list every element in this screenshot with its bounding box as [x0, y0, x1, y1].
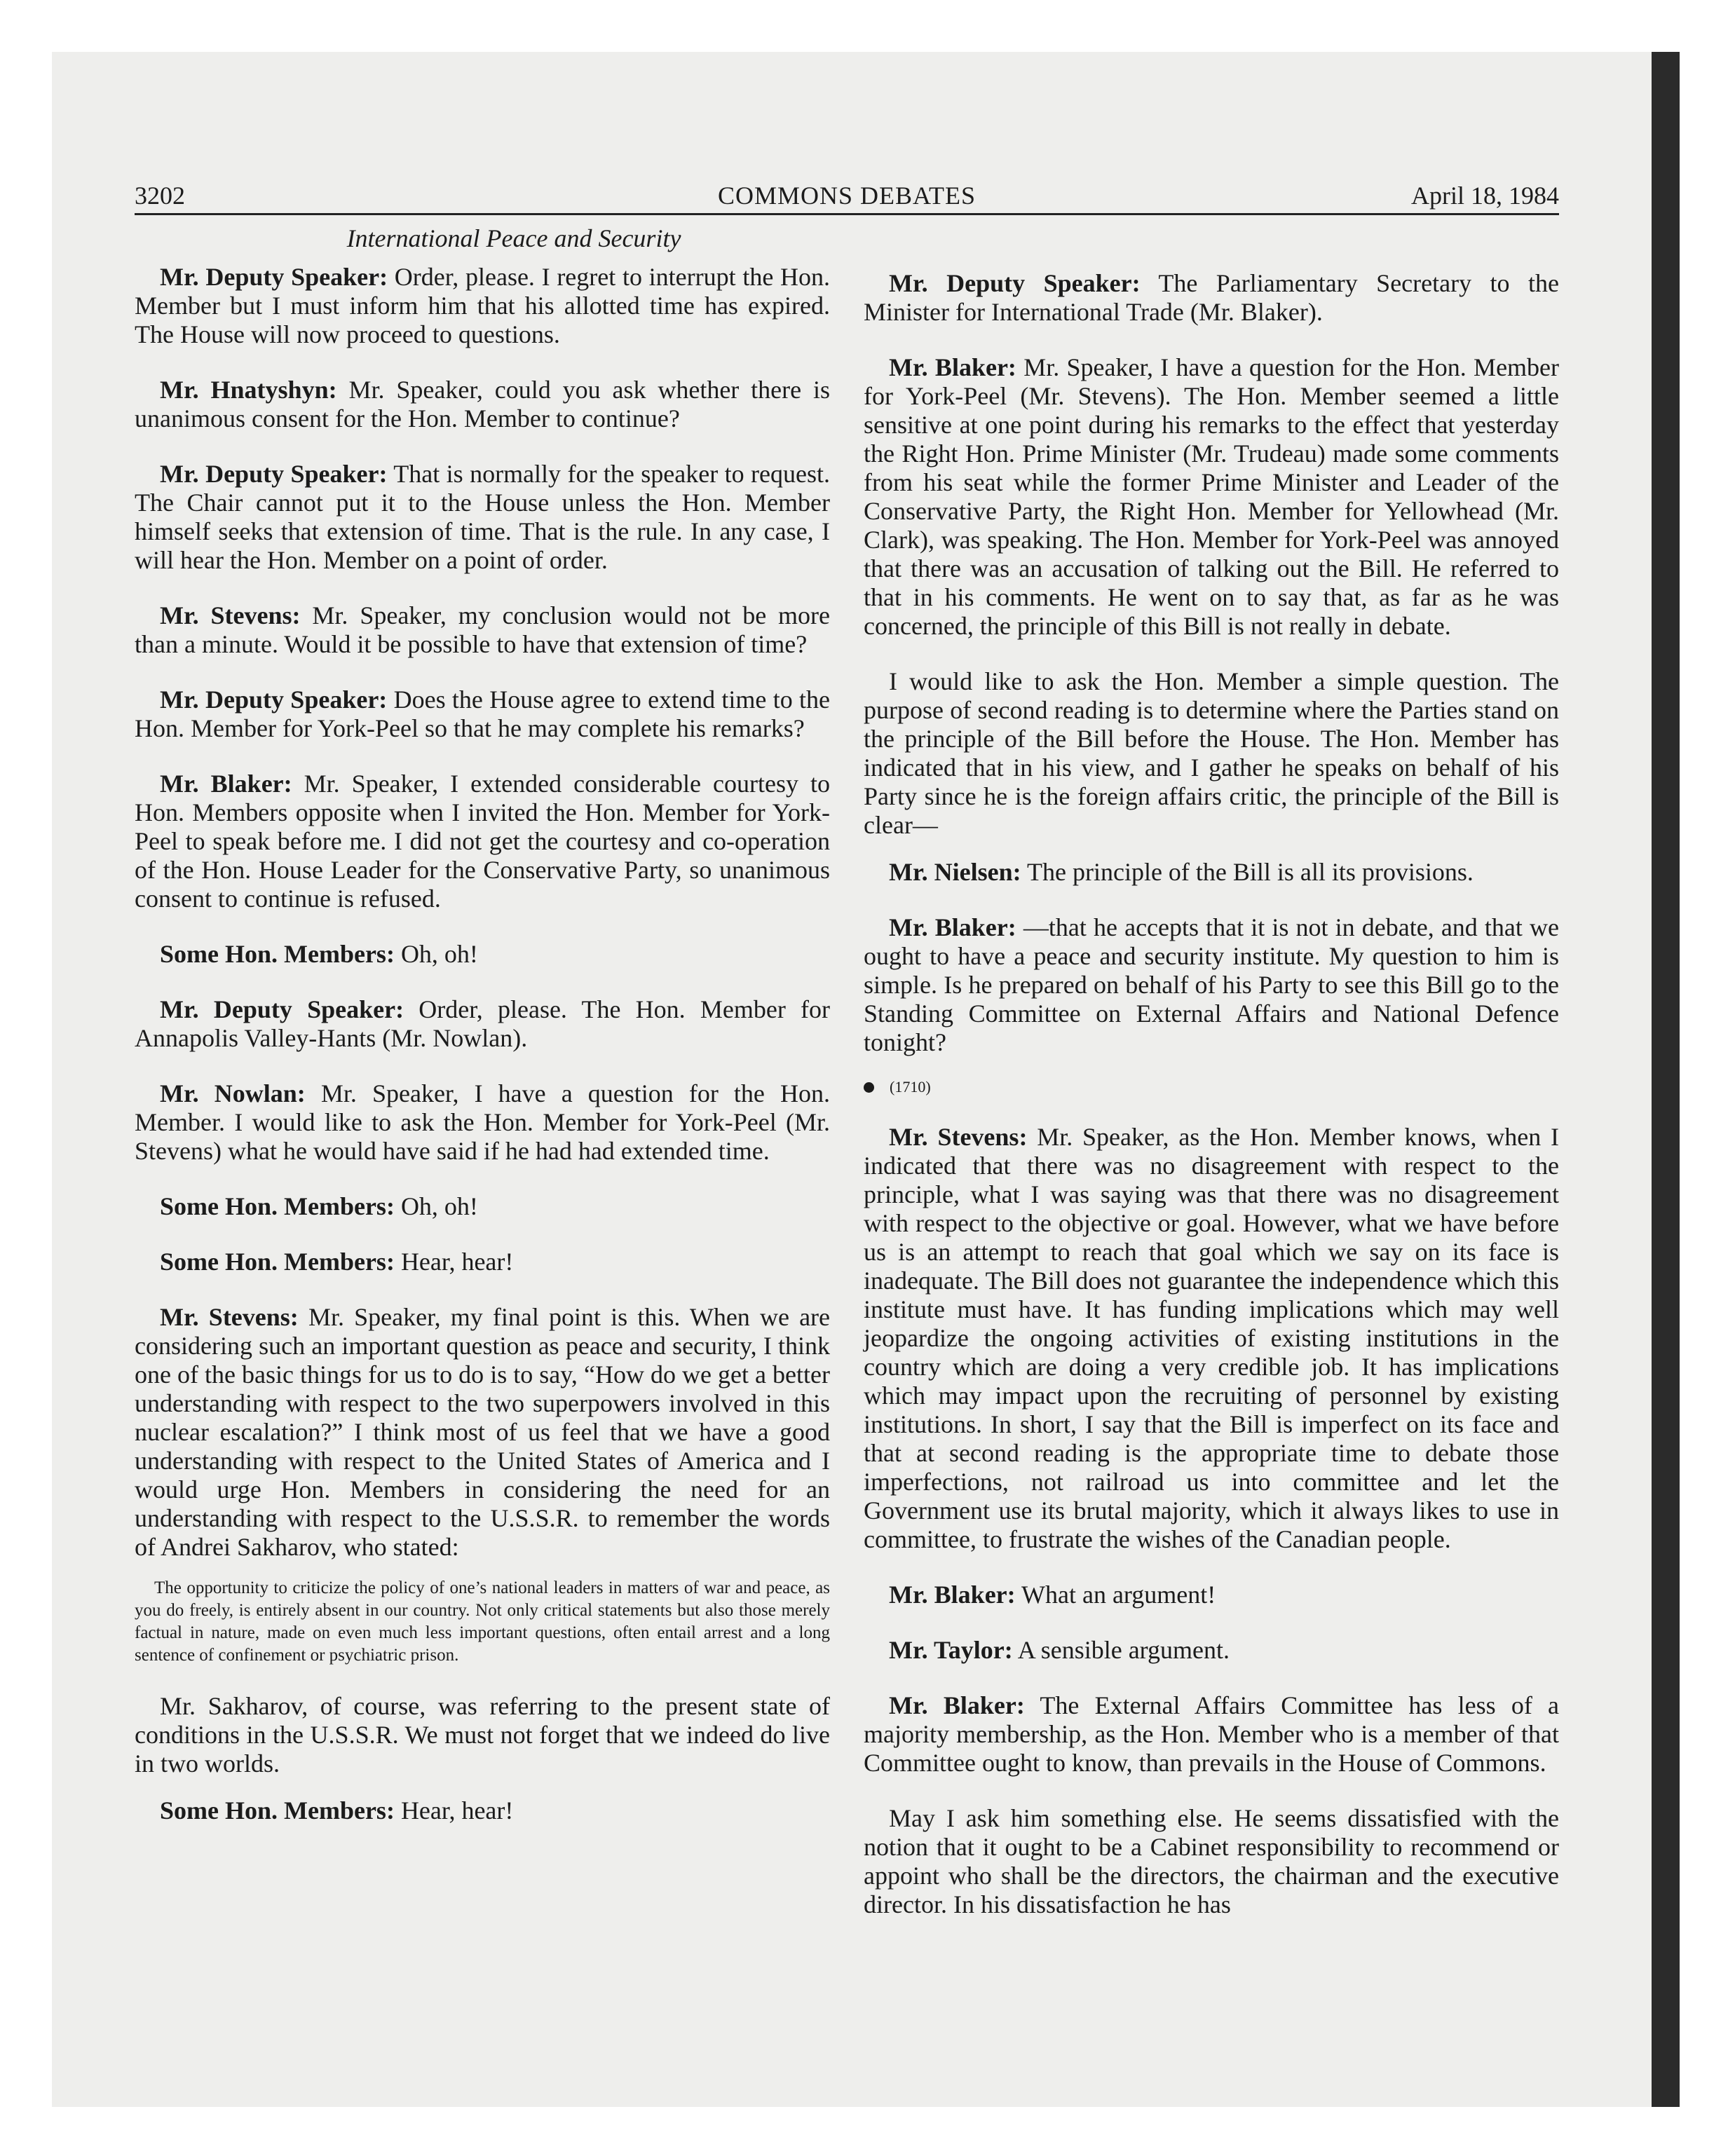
speaker-name: Some Hon. Members: [160, 1248, 395, 1276]
speaker-name: Mr. Hnatyshyn: [160, 376, 337, 404]
paragraph-text: Mr. Sakharov, of course, was referring to the present state of conditions in the U.S.S.R. We must not forget that we indeed do live in two worlds. [135, 1692, 830, 1778]
page-number: 3202 [135, 182, 185, 210]
speaker-name: Some Hon. Members: [160, 1192, 395, 1220]
paragraph [135, 1192, 830, 1221]
paragraph [135, 995, 830, 1053]
paragraph-text: Oh, oh! [400, 1192, 478, 1220]
paragraph-text: The principle of the Bill is all its provisions. [1027, 858, 1474, 886]
paragraph [864, 269, 1559, 327]
paragraph [135, 1692, 830, 1778]
issue-date: April 18, 1984 [1411, 182, 1559, 210]
paragraph-text: The Parliamentary Secretary to the Minister for International Trade (Mr. Blaker). [864, 269, 1559, 326]
paragraph-text: —that he accepts that it is not in debate, and that we ought to have a peace and security institute. My question to him is simple. Is he prepared on behalf of his Party to see this Bill go to the Standing Committee on External Affairs and National Defence tonight? [864, 913, 1560, 1056]
section-title: International Peace and Security [346, 224, 681, 252]
paragraph-text: Mr. Speaker, could you ask whether there is unanimous consent for the Hon. Member to continue? [135, 376, 831, 432]
speaker-name: Mr. Blaker: [160, 770, 292, 798]
paragraph [135, 263, 830, 349]
paragraph [864, 1581, 1559, 1609]
right-paragraphs-top [864, 269, 1559, 1057]
right-column [864, 269, 1559, 1937]
paragraph [864, 667, 1559, 840]
paragraph [135, 1248, 830, 1276]
speaker-name: Mr. Nowlan: [160, 1079, 306, 1107]
time-marker-label: (1710) [890, 1078, 931, 1096]
paragraph-text: Hear, hear! [400, 1796, 514, 1824]
paragraph-text: Order, please. I regret to interrupt the Hon. Member but I must inform him that his allotted time has expired. The House will now proceed to questions. [135, 263, 831, 348]
paragraph-text: Mr. Speaker, I have a question for the Hon. Member. I would like to ask the Hon. Member for York-Peel (Mr. Stevens) what he would have said if he had had extended time. [135, 1079, 830, 1165]
paragraph [135, 601, 830, 659]
paragraph [135, 770, 830, 913]
paragraph-text: Mr. Speaker, my final point is this. When we are considering such an important question as peace and security, I think one of the basic things for us to do is to say, “How do we get a better understanding with respect to the two superpowers involved in this nuclear escalation?” I think most of us feel that we have a good understanding with respect to the United States of America and I would urge Hon. Members in considering the need for an understanding with respect to the U.S.S.R. to remember the words of Andrei Sakharov, who stated: [135, 1303, 831, 1561]
speaker-name: Mr. Blaker: [889, 1691, 1025, 1719]
paragraph [135, 1079, 830, 1166]
paragraph [864, 1691, 1559, 1778]
speaker-name: Mr. Stevens: [160, 1303, 299, 1331]
scan-edge-bar [1652, 52, 1680, 2107]
left-after-quote-paragraphs [135, 1692, 830, 1825]
speaker-name: Mr. Deputy Speaker: [160, 460, 388, 488]
speaker-name: Mr. Stevens: [889, 1123, 1028, 1151]
paragraph-text: Mr. Speaker, I extended considerable courtesy to Hon. Members opposite when I invited the Hon. Member for York-Peel to speak before me. I did not get the courtesy and co-operation of the Hon. House Leader for the Conservative Party, so unanimous consent to continue is refused. [135, 770, 830, 913]
paragraph-text: That is normally for the speaker to request. The Chair cannot put it to the House unless the Hon. Member himself seeks that extension of time. That is the rule. In any case, I will hear the Hon. Member on a point of order. [135, 460, 830, 574]
paragraph [864, 353, 1559, 641]
paragraph [864, 1636, 1559, 1665]
speaker-name: Mr. Deputy Speaker: [160, 685, 388, 714]
paragraph [864, 858, 1559, 887]
paragraph-text: A sensible argument. [1017, 1636, 1230, 1664]
paragraph [135, 940, 830, 969]
paragraph-text: I would like to ask the Hon. Member a simple question. The purpose of second reading is to determine where the Parties stand on the principle of the Bill before the House. The Hon. Member has indicated that in his view, and I gather he speaks on behalf of his Party since he is the foreign affairs critic, the principle of the Bill is clear— [864, 667, 1559, 839]
speaker-name: Mr. Blaker: [889, 353, 1016, 381]
speaker-name: Some Hon. Members: [160, 1796, 395, 1824]
paragraph [864, 913, 1559, 1057]
left-column [135, 224, 830, 1852]
speaker-name: Mr. Deputy Speaker: [160, 995, 404, 1023]
paragraph-text: What an argument! [1021, 1581, 1216, 1609]
right-paragraphs-bottom [864, 1123, 1559, 1919]
paragraph-text: Mr. Speaker, I have a question for the Hon. Member for York-Peel (Mr. Stevens). The Hon. Member seemed a little sensitive at one point during his remarks to the effect that yesterday the Right Hon. Prime Minister (Mr. Trudeau) made some comments from his seat while the former Prime Minister and Leader of the Conservative Party, the Right Hon. Member for Yellowhead (Mr. Clark), was speaking. The Hon. Member for York-Peel was annoyed that there was an accusation of talking out the Bill. He referred to that in his comments. He went on to say that, as far as he was concerned, the principle of this Bill is not really in debate. [864, 353, 1560, 640]
paragraph [135, 460, 830, 575]
paragraph [864, 1123, 1559, 1554]
bullet-icon [864, 1082, 874, 1093]
speaker-name: Some Hon. Members: [160, 940, 395, 968]
time-marker [864, 1077, 1559, 1098]
paragraph-text: Hear, hear! [400, 1248, 514, 1276]
running-head: COMMONS DEBATES [717, 182, 977, 210]
paragraph-text: May I ask him something else. He seems dissatisfied with the notion that it ought to be a Cabinet responsibility to recommend or appoint who shall be the directors, the chairman and the executive director. In his dissatisfaction he has [864, 1804, 1559, 1918]
paragraph-text: Mr. Speaker, as the Hon. Member knows, when I indicated that there was no disagreement with respect to the principle, what I was saying was that there was no disagreement with respect to the objective or goal. However, what we have before us is an attempt to reach that goal which we say on its face is inadequate. The Bill does not guarantee the independence which this institute must have. It has funding implications which may well jeopardize the ongoing activities of existing institutions in the country which are doing a very credible job. It has implications which may impact upon the recruiting of personnel by existing institutions. In short, I say that the Bill is imperfect on its face and that at second reading is the appropriate time to debate those imperfections, not railroad us into committee and let the Government use its brutal majority, which it always likes to use in committee, to frustrate the wishes of the Canadian people. [864, 1123, 1559, 1553]
speaker-name: Mr. Nielsen: [889, 858, 1021, 886]
speaker-name: Mr. Deputy Speaker: [160, 263, 388, 291]
paragraph-text: The External Affairs Committee has less of a majority membership, as the Hon. Member who is a member of that Committee ought to know, than prevails in the House of Commons. [864, 1691, 1559, 1777]
paragraph-text: Does the House agree to extend time to the Hon. Member for York-Peel so that he may complete his remarks? [135, 685, 830, 742]
paragraph [135, 1303, 830, 1562]
page-header [135, 179, 1559, 215]
paragraph-text: Mr. Speaker, my conclusion would not be more than a minute. Would it be possible to have that extension of time? [135, 601, 831, 658]
paragraph [135, 1796, 830, 1825]
speaker-name: Mr. Deputy Speaker: [889, 269, 1141, 297]
speaker-name: Mr. Blaker: [889, 1581, 1016, 1609]
paragraph [135, 376, 830, 433]
paragraph [135, 685, 830, 743]
left-paragraphs [135, 263, 830, 1562]
speaker-name: Mr. Blaker: [889, 913, 1016, 941]
speaker-name: Mr. Stevens: [160, 601, 301, 629]
speaker-name: Mr. Taylor: [889, 1636, 1013, 1664]
sakharov-quote: The opportunity to criticize the policy of one’s national leaders in matters of war and peace, as you do freely, is entirely absent in our country. Not only critical statements but also those merely factual in nature, made on even much less important questions, often entail arrest and a long sentence of confinement or psychiatric prison. [135, 1578, 830, 1665]
paragraph-text: Oh, oh! [400, 940, 478, 968]
paragraph [864, 1804, 1559, 1919]
paragraph-text: Order, please. The Hon. Member for Annapolis Valley-Hants (Mr. Nowlan). [135, 995, 830, 1052]
